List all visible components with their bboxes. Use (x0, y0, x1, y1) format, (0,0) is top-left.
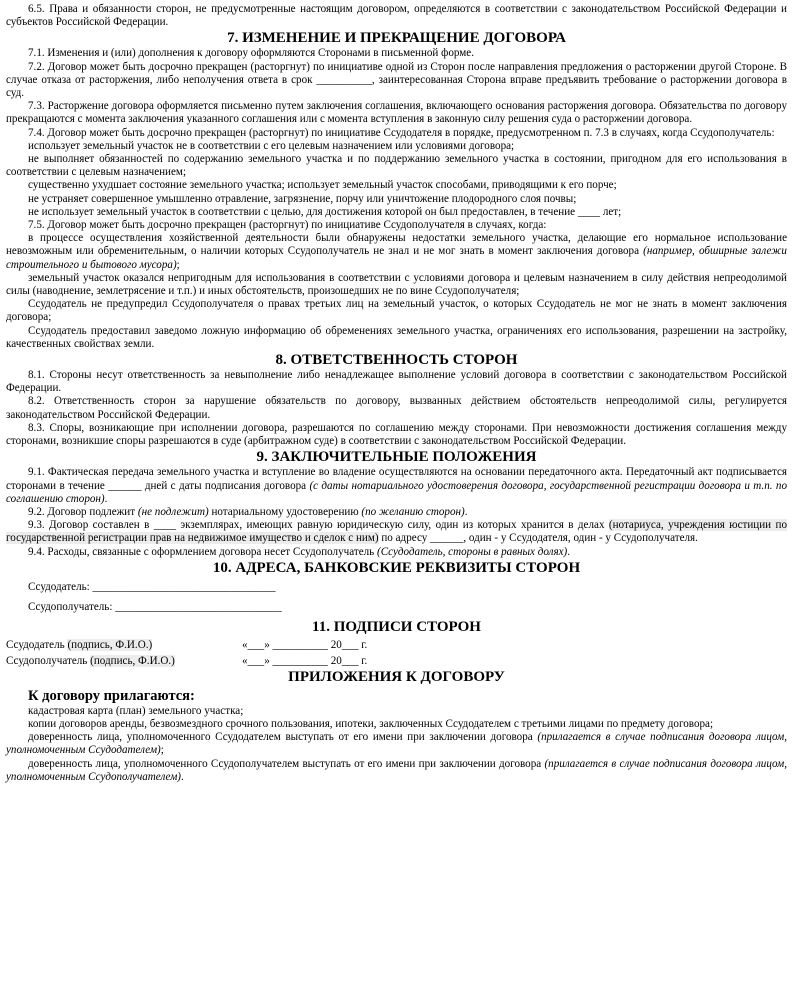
highlighted-note: (подпись, Ф.И.О.) (67, 638, 153, 651)
appendix-subtitle: К договору прилагаются: (28, 687, 195, 704)
italic-note: (например, обширные залежи строительного и бытового мусора) (6, 245, 787, 271)
list-item (6, 758, 787, 784)
list-item: не выполняет обязанностей по содержанию земельного участка и по поддержанию земельного участка в состоянии, пригодном для его использования в соответствии с целевым назначением; (6, 153, 787, 179)
section-10-title: 10. АДРЕСА, БАНКОВСКИЕ РЕКВИЗИТЫ СТОРОН (212, 559, 581, 576)
text: нотариальному удостоверению (208, 505, 362, 518)
text: ; (160, 744, 164, 757)
text: . (464, 505, 468, 518)
text: 9.3. Договор составлен в ____ экземплярах, имеющих равную юридическую силу, один из которых хранится в делах (28, 519, 609, 532)
section-8-title: 8. ОТВЕТСТВЕННОСТЬ СТОРОН (275, 352, 518, 369)
clause-7-5: 7.5. Договор может быть досрочно прекращен (расторгнут) по инициативе Ссудополучателя в случаях, когда: (28, 219, 547, 232)
italic-note: (прилагается в случае подписания договора лицом, уполномоченным Ссудодателем) (6, 731, 787, 757)
text: . (567, 545, 571, 558)
borrower-address: Ссудополучатель: ______________________________ (28, 600, 282, 613)
highlighted-note: (подпись, Ф.И.О.) (90, 654, 175, 667)
highlighted-note: (нотариуса, учреждения юстиции по государственной регистрации прав на недвижимое имущество и сделок с ним) (6, 519, 787, 545)
italic-note: (Ссудодатель, стороны в равных долях) (377, 545, 568, 558)
section-11-title: 11. ПОДПИСИ СТОРОН (312, 618, 481, 635)
text: ; (176, 258, 180, 271)
text: . (180, 770, 184, 783)
clause-7-3: 7.3. Расторжение договора оформляется письменно путем заключения соглашения, включающего основания расторжения договора. Обязательства по договору прекращаются с момента заключения указанного соглашения или с момента вступления в законную силу решения суда о расторжении договора. (6, 100, 787, 126)
clause-8-3: 8.3. Споры, возникающие при исполнении договора, разрешаются по соглашению между сторонами. При невозможности достижения соглашения между сторонами, возникшие споры разрешаются в суде (арбитражном суде) в соответствии с законодательством Российской Федерации. (6, 421, 787, 448)
text: доверенность лица, уполномоченного Ссудодателем выступать от его имени при заключении договора (28, 731, 538, 744)
clause-9-3 (6, 519, 787, 545)
text: Ссудополучатель (6, 654, 91, 667)
text: Ссудодатель (6, 638, 68, 651)
borrower-signature-label (6, 652, 242, 671)
list-item: не использует земельный участок в соответствии с целью, для достижения которой он был предоставлен, в течение ____ лет; (28, 205, 622, 218)
text: . (104, 492, 108, 505)
list-item: земельный участок оказался непригодным для использования в соответствии с условиями договора и целевым назначением в силу действия непреодолимой силы (наводнение, землетрясение и т.п.) и иных обстоятельств, произошедших не по вине Ссудополучателя; (6, 271, 787, 298)
list-item: существенно ухудшает состояние земельного участка; использует земельный участок способами, приводящими к его порче; (28, 179, 617, 192)
text: 9.2. Договор подлежит (28, 505, 138, 518)
italic-note: (прилагается в случае подписания договора лицом, уполномоченным Ссудополучателем) (6, 757, 787, 783)
clause-8-1: 8.1. Стороны несут ответственность за невыполнение либо ненадлежащее выполнение условий договора в соответствии с законодательством Российской Федерации. (6, 369, 787, 395)
text: в процессе осуществления хозяйственной деятельности были обнаружены недостатки земельного участка, делающие его нормальное использование невозможным или обременительным, о наличии которых Ссудополучатель не знал и не мог знать в момент заключения договора (6, 232, 787, 258)
clause-9-2 (6, 506, 787, 519)
clause-7-4: 7.4. Договор может быть досрочно прекращен (расторгнут) по инициативе Ссудодателя в порядке, предусмотренном п. 7.3 в случаях, когда Ссудополучатель: (28, 126, 775, 139)
signature-date: «___» __________ 20___ г. (242, 654, 368, 667)
list-item (6, 731, 787, 757)
signature-date: «___» __________ 20___ г. (242, 638, 368, 651)
clause-7-2: 7.2. Договор может быть досрочно прекращен (расторгнут) по инициативе одной из Сторон после направления предложения о расторжении другой Стороне. В случае отказа от расторжения, либо неполучения ответа в срок __________, заинтересованная Сторона вправе предъявить требование о расторжении договора в суд. (6, 60, 787, 100)
italic-note: (не подлежит) (137, 505, 209, 518)
text: по адресу ______, один - у Ссудодателя, один - у Ссудополучателя. (378, 532, 698, 545)
clause-7-1: 7.1. Изменения и (или) дополнения к договору оформляются Сторонами в письменной форме. (28, 47, 474, 60)
lender-address: Ссудодатель: _________________________________ (28, 580, 276, 593)
list-item: Ссудодатель не предупредил Ссудополучателя о правах третьих лиц на земельный участок, о которых Ссудодатель не мог не знать в момент заключения договора; (6, 298, 787, 324)
section-7-title: 7. ИЗМЕНЕНИЕ И ПРЕКРАЩЕНИЕ ДОГОВОРА (227, 30, 566, 47)
italic-note: (по желанию сторон) (361, 505, 465, 518)
section-9-title: 9. ЗАКЛЮЧИТЕЛЬНЫЕ ПОЛОЖЕНИЯ (256, 449, 537, 466)
text: доверенность лица, уполномоченного Ссудополучателем выступать от его имени при заключении договора (28, 757, 545, 770)
list-item: кадастровая карта (план) земельного участка; (28, 704, 244, 717)
italic-note: (с даты нотариального удостоверения договора, государственной регистрации договора и т.п. по соглашению сторон) (6, 479, 787, 505)
list-item: копии договоров аренды, безвозмездного срочного пользования, ипотеки, заключенных Ссудодателем с третьими лицами по предмету договора; (28, 717, 714, 730)
list-item (6, 232, 787, 272)
clause-9-1 (6, 466, 787, 506)
list-item: Ссудодатель предоставил заведомо ложную информацию об обременениях земельного участка, ограничениях его использования, разрешении на застройку, качественных свойствах земли. (6, 324, 787, 350)
list-item: использует земельный участок не в соответствии с его целевым назначением или условиями договора; (28, 139, 515, 152)
clause-8-2: 8.2. Ответственность сторон за нарушение обязательств по договору, вызванных действием обстоятельств непреодолимой силы, регулируется законодательством Российской Федерации. (6, 395, 787, 421)
clause-6-5: 6.5. Права и обязанности сторон, не предусмотренные настоящим договором, определяются в соответствии с законодательством Российской Федерации и субъектов Российской Федерации. (6, 3, 787, 29)
list-item: не устраняет совершенное умышленно отравление, загрязнение, порчу или уничтожение плодородного слоя почвы; (28, 192, 577, 205)
text: 9.4. Расходы, связанные с оформлением договора несет Ссудополучатель (28, 545, 377, 558)
clause-9-4 (6, 546, 787, 559)
text: 9.1. Фактическая передача земельного участка и вступление во владение осуществляются на основании передаточного акта. Передаточный акт подписывается сторонами в течение ______ дней с даты подписания договора (6, 466, 787, 492)
appendix-title: ПРИЛОЖЕНИЯ К ДОГОВОРУ (288, 668, 505, 685)
